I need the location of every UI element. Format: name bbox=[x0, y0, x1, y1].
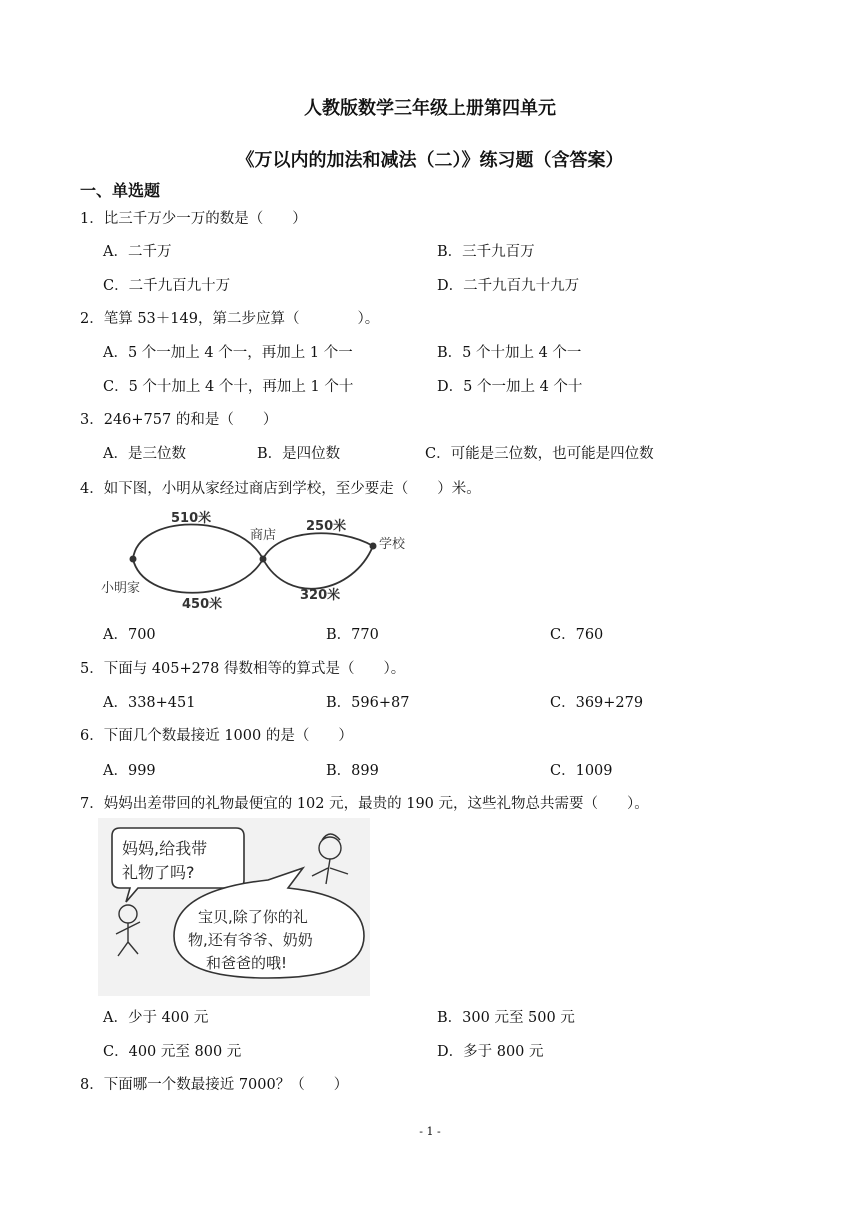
route-figure bbox=[98, 504, 418, 616]
question-7: 7．妈妈出差带回的礼物最便宜的 102 元，最贵的 190 元，这些礼物总共需要（ ）。 bbox=[80, 796, 649, 812]
home-dot bbox=[130, 556, 137, 563]
q1-option-d: D．二千九百九十九万 bbox=[437, 278, 580, 294]
q7-option-a: A．少于 400 元 bbox=[103, 1010, 209, 1026]
question-8: 8．下面哪一个数最接近 7000？（ ） bbox=[80, 1077, 349, 1093]
bubble1-line1: 妈妈,给我带 bbox=[122, 839, 208, 858]
question-1: 1．比三千万少一万的数是（ ） bbox=[80, 211, 307, 227]
question-3: 3．246+757 的和是（ ） bbox=[80, 412, 278, 428]
bubble2-line3: 和爸爸的哦! bbox=[206, 954, 288, 972]
question-2: 2．笔算 53＋149，第二步应算（ ）。 bbox=[80, 311, 380, 327]
q4-option-a: A．700 bbox=[103, 627, 156, 643]
q2-option-a: A．5 个一加上 4 个一，再加上 1 个一 bbox=[103, 345, 353, 361]
bubble2-line1: 宝贝,除了你的礼 bbox=[198, 908, 308, 926]
question-5: 5．下面与 405+278 得数相等的算式是（ ）。 bbox=[80, 661, 406, 677]
q7-option-d: D．多于 800 元 bbox=[437, 1044, 544, 1060]
q1-option-a: A．二千万 bbox=[103, 244, 172, 260]
q6-option-c: C．1009 bbox=[550, 763, 613, 779]
q7-option-b: B．300 元至 500 元 bbox=[437, 1010, 575, 1026]
home-label: 小明家 bbox=[101, 581, 141, 596]
bubble2-line2: 物,还有爷爷、奶奶 bbox=[188, 931, 313, 949]
store-dot bbox=[260, 556, 267, 563]
question-4: 4．如下图，小明从家经过商店到学校，至少要走（ ）米。 bbox=[80, 481, 481, 497]
q2-option-c: C．5 个十加上 4 个十，再加上 1 个十 bbox=[103, 379, 354, 395]
q5-option-b: B．596+87 bbox=[326, 695, 410, 711]
distance-510: 510米 bbox=[171, 511, 212, 526]
q3-option-a: A．是三位数 bbox=[103, 446, 186, 462]
q5-option-c: C．369+279 bbox=[550, 695, 644, 711]
bubble1-line2: 礼物了吗? bbox=[122, 863, 195, 882]
q2-option-b: B．5 个十加上 4 个一 bbox=[437, 345, 582, 361]
q2-option-d: D．5 个一加上 4 个十 bbox=[437, 379, 583, 395]
distance-250: 250米 bbox=[306, 519, 347, 534]
q6-option-a: A．999 bbox=[103, 763, 156, 779]
doc-title-line1: 人教版数学三年级上册第四单元 bbox=[304, 98, 556, 119]
doc-title-line2: 《万以内的加法和减法（二）》练习题（含答案） bbox=[236, 150, 624, 171]
distance-450: 450米 bbox=[182, 597, 223, 612]
q1-option-b: B．三千九百万 bbox=[437, 244, 535, 260]
page-number: - 1 - bbox=[419, 1125, 441, 1138]
section-heading: 一、单选题 bbox=[80, 181, 161, 200]
q7-option-c: C．400 元至 800 元 bbox=[103, 1044, 242, 1060]
q4-option-c: C．760 bbox=[550, 627, 604, 643]
distance-320: 320米 bbox=[300, 588, 341, 603]
school-dot bbox=[370, 543, 377, 550]
q6-option-b: B．899 bbox=[326, 763, 379, 779]
store-label: 商店 bbox=[250, 528, 277, 543]
question-6: 6．下面几个数最接近 1000 的是（ ） bbox=[80, 728, 353, 744]
gift-illustration bbox=[98, 818, 370, 996]
q3-option-b: B．是四位数 bbox=[257, 446, 341, 462]
q1-option-c: C．二千九百九十万 bbox=[103, 278, 231, 294]
q4-option-b: B．770 bbox=[326, 627, 379, 643]
q5-option-a: A．338+451 bbox=[103, 695, 196, 711]
q3-option-c: C．可能是三位数，也可能是四位数 bbox=[425, 446, 654, 462]
school-label: 学校 bbox=[379, 537, 406, 552]
